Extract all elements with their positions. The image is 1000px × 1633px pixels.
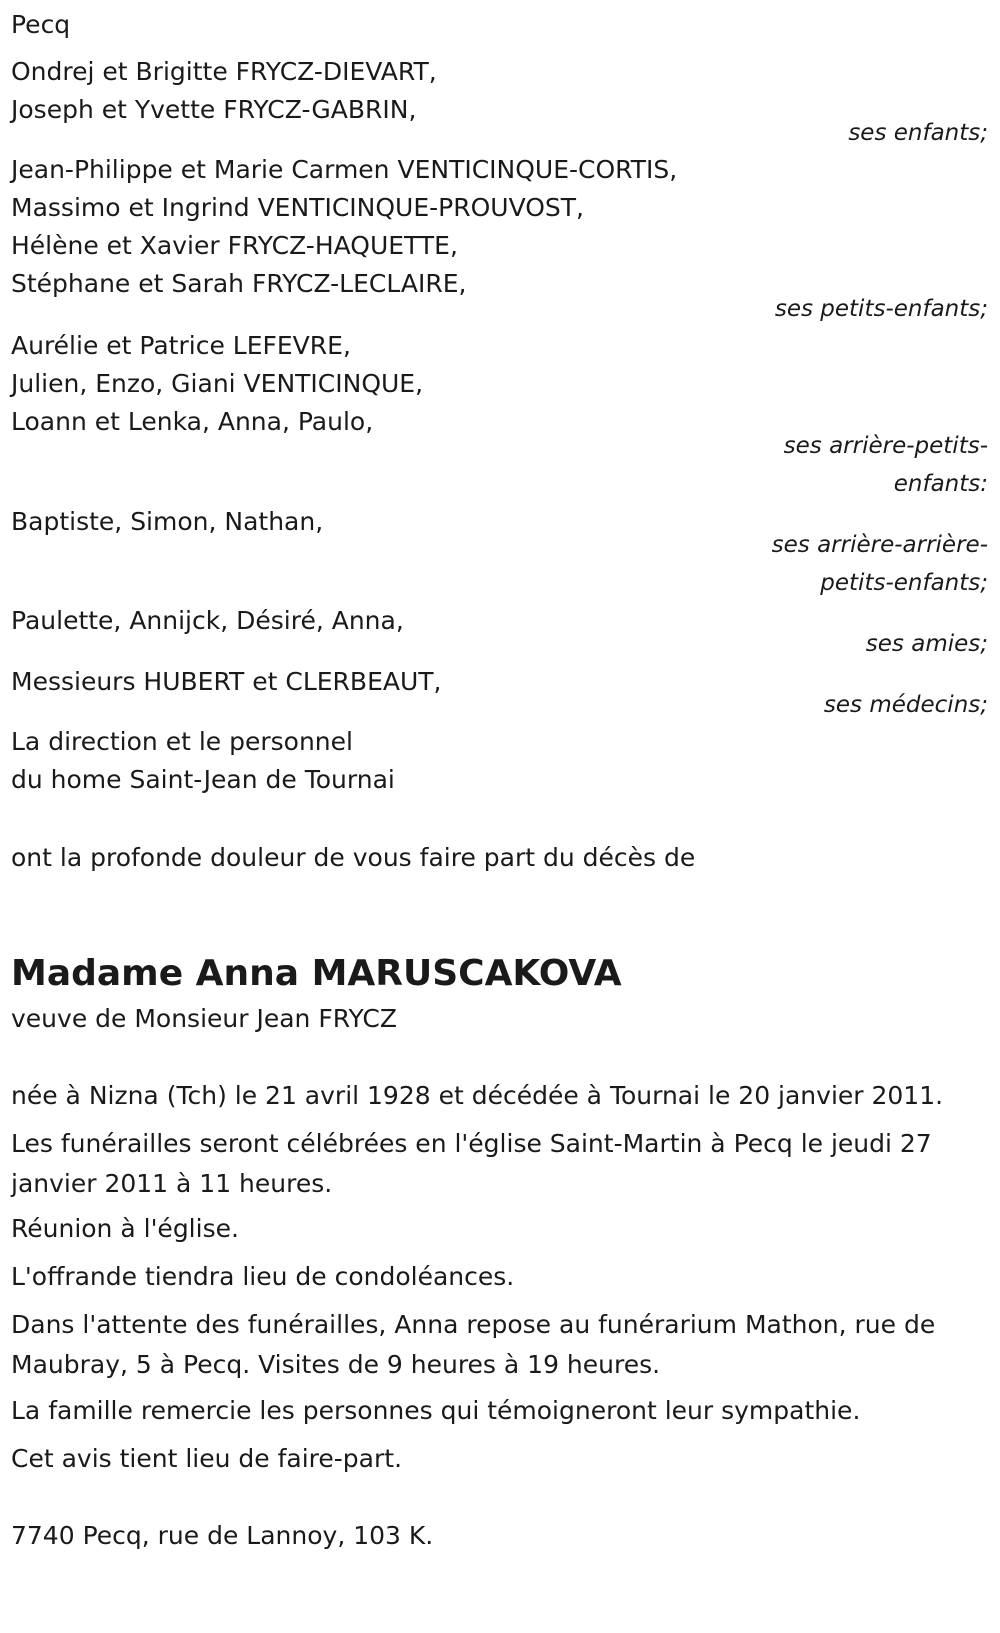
funeral-info: Les funérailles seront célébrées en l'église Saint-Martin à Pecq le jeudi 27 janvier 2011 à 11 heures. [11, 1129, 932, 1198]
great-great-grandchildren-role-line-2: petits-enfants; [820, 570, 988, 596]
great-grandchild-line-2: Julien, Enzo, Giani VENTICINQUE, [11, 369, 424, 398]
staff-line-2: du home Saint-Jean de Tournai [11, 765, 395, 794]
doctors-role: ses médecins; [823, 692, 988, 718]
great-grandchildren-role-line-2: enfants: [893, 471, 988, 497]
children-role: ses enfants; [848, 120, 988, 146]
grandchild-line-1: Jean-Philippe et Marie Carmen VENTICINQUE-CORTIS, [11, 155, 678, 184]
deceased-name: Madame Anna MARUSCAKOVA [11, 953, 622, 994]
great-grandchildren-role-line-1: ses arrière-petits- [783, 433, 988, 459]
notice: Cet avis tient lieu de faire-part. [11, 1444, 403, 1473]
address: 7740 Pecq, rue de Lannoy, 103 K. [11, 1521, 434, 1550]
great-great-grandchildren-role-line-1: ses arrière-arrière- [771, 532, 988, 558]
grandchildren-role: ses petits-enfants; [774, 296, 988, 322]
meeting-info: Réunion à l'église. [11, 1214, 239, 1243]
great-grandchild-line-3: Loann et Lenka, Anna, Paulo, [11, 407, 374, 436]
place: Pecq [11, 10, 71, 39]
child-line-2: Joseph et Yvette FRYCZ-GABRIN, [11, 95, 417, 124]
offering-info: L'offrande tiendra lieu de condoléances. [11, 1262, 515, 1291]
doctors: Messieurs HUBERT et CLERBEAUT, [11, 667, 442, 696]
birth-death: née à Nizna (Tch) le 21 avril 1928 et décédée à Tournai le 20 janvier 2011. [11, 1081, 944, 1110]
great-grandchild-line-1: Aurélie et Patrice LEFEVRE, [11, 331, 351, 360]
repose-info: Dans l'attente des funérailles, Anna repose au funérarium Mathon, rue de Maubray, 5 à Pecq. Visites de 9 heures à 19 heures. [11, 1310, 936, 1379]
child-line-1: Ondrej et Brigitte FRYCZ-DIEVART, [11, 57, 437, 86]
grandchild-line-2: Massimo et Ingrind VENTICINQUE-PROUVOST, [11, 193, 584, 222]
announcement: ont la profonde douleur de vous faire part du décès de [11, 843, 696, 872]
grandchild-line-4: Stéphane et Sarah FRYCZ-LECLAIRE, [11, 269, 467, 298]
staff-line-1: La direction et le personnel [11, 727, 353, 756]
friends-role: ses amies; [865, 631, 988, 657]
grandchild-line-3: Hélène et Xavier FRYCZ-HAQUETTE, [11, 231, 458, 260]
friends: Paulette, Annijck, Désiré, Anna, [11, 606, 404, 635]
great-great-grandchildren: Baptiste, Simon, Nathan, [11, 507, 324, 536]
widow-of: veuve de Monsieur Jean FRYCZ [11, 1004, 397, 1033]
thanks: La famille remercie les personnes qui témoigneront leur sympathie. [11, 1396, 861, 1425]
